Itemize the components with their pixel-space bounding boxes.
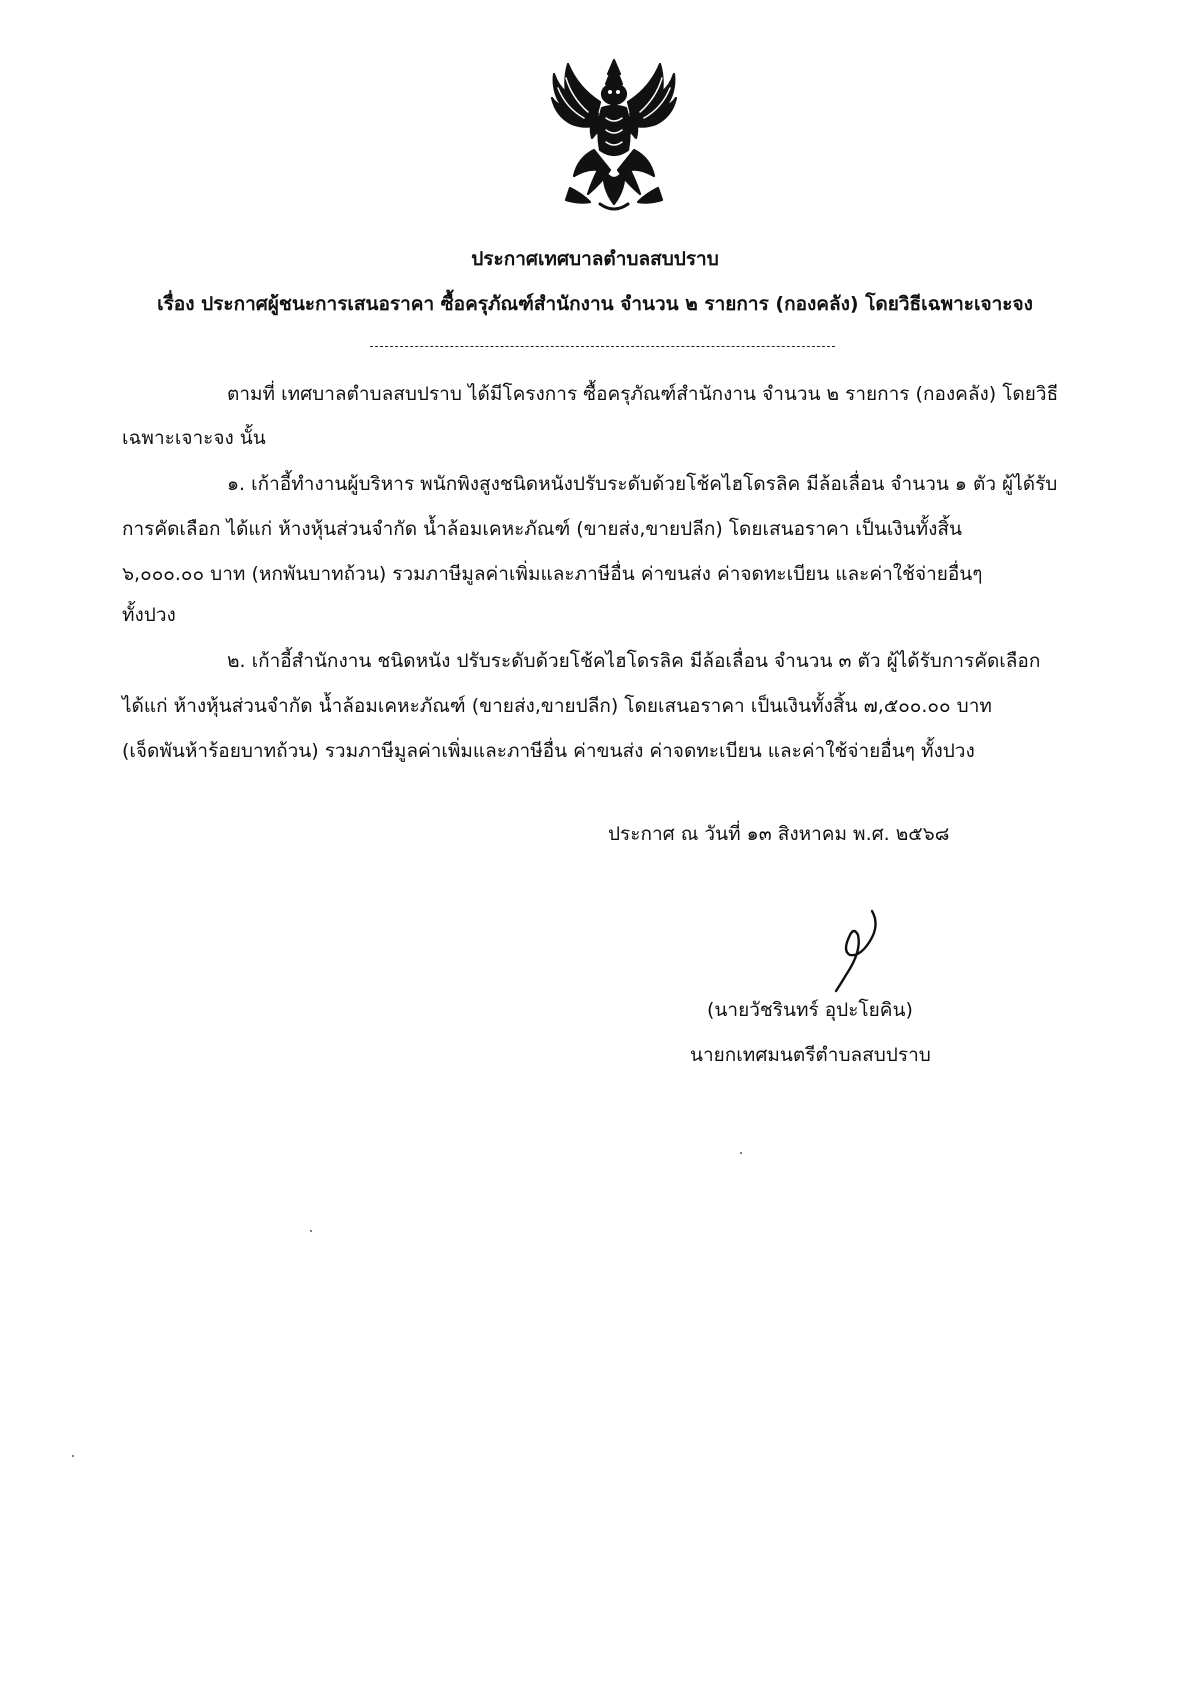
signer-title: นายกเทศมนตรีตำบลสบปราบ	[690, 1044, 931, 1066]
item-2-line-3: (เจ็ดพันห้าร้อยบาทถ้วน) รวมภาษีมูลค่าเพิ่มและภาษีอื่น ค่าขนส่ง ค่าจดทะเบียน และค่าใช้จ่ายอื่นๆ ทั้งปวง	[122, 740, 975, 762]
item-2-line-1: ๒. เก้าอี้สำนักงาน ชนิดหนัง ปรับระดับด้วยโช้คไฮโดรลิค มีล้อเลื่อน จำนวน ๓ ตัว ผู้ได้รับการคัดเลือก	[227, 650, 1041, 672]
agency-title: ประกาศเทศบาลตำบลสบปราบ	[471, 248, 719, 270]
scan-speck	[72, 1455, 74, 1457]
item-1-line-4: ทั้งปวง	[122, 604, 176, 626]
item-1-line-3: ๖,๐๐๐.๐๐ บาท (หกพันบาทถ้วน) รวมภาษีมูลค่าเพิ่มและภาษีอื่น ค่าขนส่ง ค่าจดทะเบียน และค่าใช้จ่ายอื่นๆ	[122, 563, 983, 585]
announcement-subject: เรื่อง ประกาศผู้ชนะการเสนอราคา ซื้อครุภัณฑ์สำนักงาน จำนวน ๒ รายการ (กองคลัง) โดยวิธีเฉพาะเจาะจง	[157, 293, 1033, 315]
intro-line-1: ตามที่ เทศบาลตำบลสบปราบ ได้มีโครงการ ซื้อครุภัณฑ์สำนักงาน จำนวน ๒ รายการ (กองคลัง) โดยวิธี	[227, 383, 1059, 405]
title-divider	[370, 346, 835, 347]
scan-speck	[740, 1152, 742, 1154]
signer-name: (นายวัชรินทร์ อุปะโยคิน)	[707, 999, 913, 1021]
item-1-line-1: ๑. เก้าอี้ทำงานผู้บริหาร พนักพิงสูงชนิดหนังปรับระดับด้วยโช้คไฮโดรลิค มีล้อเลื่อน จำนวน ๑ ตัว ผู้ได้รับ	[227, 473, 1058, 495]
item-2-line-2: ได้แก่ ห้างหุ้นส่วนจำกัด น้ำล้อมเคหะภัณฑ์ (ขายส่ง,ขายปลีก) โดยเสนอราคา เป็นเงินทั้งสิ้น ๗,๕๐๐.๐๐ บาท	[122, 695, 992, 717]
intro-line-2: เฉพาะเจาะจง นั้น	[122, 427, 266, 449]
garuda-emblem-icon	[548, 58, 680, 218]
scan-speck	[310, 1230, 312, 1232]
signature-mark	[820, 905, 890, 995]
announcement-date: ประกาศ ณ วันที่ ๑๓ สิงหาคม พ.ศ. ๒๕๖๘	[608, 823, 950, 845]
item-1-line-2: การคัดเลือก ได้แก่ ห้างหุ้นส่วนจำกัด น้ำล้อมเคหะภัณฑ์ (ขายส่ง,ขายปลีก) โดยเสนอราคา เป็นเงินทั้งสิ้น	[122, 518, 962, 540]
